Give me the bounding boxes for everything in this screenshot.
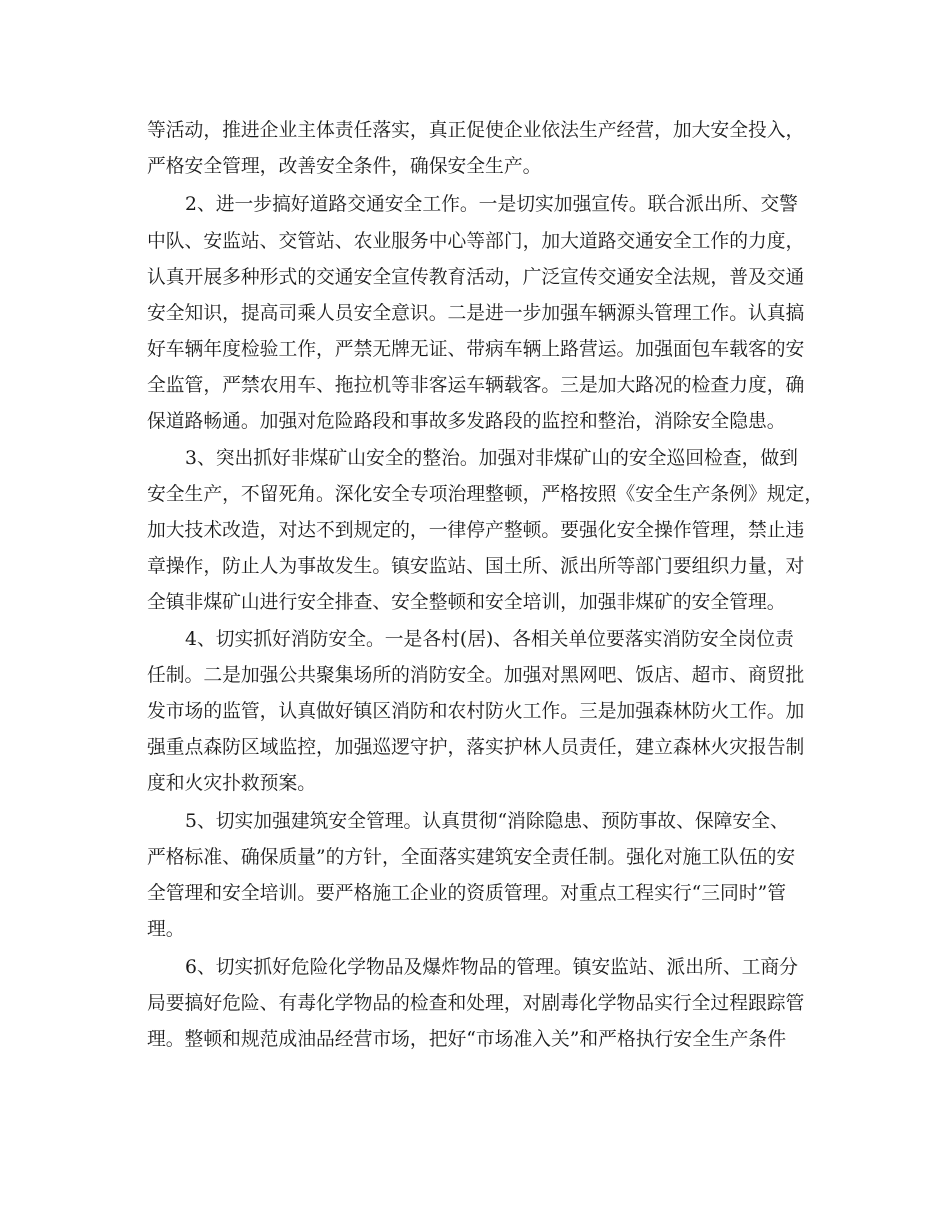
paragraph-3-first-line: 3、突出抓好非煤矿山安全的整治。加强对非煤矿山的安全巡回检查，做到	[185, 448, 798, 469]
text-line: 严格安全管理，改善安全条件，确保安全生产。	[147, 156, 542, 177]
text-line: 保道路畅通。加强对危险路段和事故多发路段的监控和整治，消除安全隐患。	[147, 411, 786, 432]
text-line: 等活动，推进企业主体责任落实，真正促使企业依法生产经营，加大安全投入，	[147, 120, 805, 141]
text-line: 章操作，防止人为事故发生。镇安监站、国土所、派出所等部门要组织力量，对	[147, 556, 805, 577]
text-line: 理。	[147, 919, 185, 940]
text-line: 全管理和安全培训。要严格施工企业的资质管理。对重点工程实行“三同时”管	[147, 883, 786, 904]
text-line: 好车辆年度检验工作，严禁无牌无证、带病车辆上路营运。加强面包车载客的安	[147, 339, 805, 360]
text-line: 理。整顿和规范成油品经营市场，把好“市场准入关”和严格执行安全生产条件	[147, 1029, 786, 1050]
text-line: 全镇非煤矿山进行安全排查、安全整顿和安全培训，加强非煤矿的安全管理。	[147, 592, 786, 613]
text-line: 安全知识，提高司乘人员安全意识。二是进一步加强车辆源头管理工作。认真搞	[147, 303, 805, 324]
text-line: 任制。二是加强公共聚集场所的消防安全。加强对黑网吧、饭店、超市、商贸批	[147, 665, 805, 686]
text-line: 中队、安监站、交管站、农业服务中心等部门，加大道路交通安全工作的力度，	[147, 231, 805, 252]
text-line: 度和火灾扑救预案。	[147, 773, 317, 794]
text-line: 加大技术改造，对达不到规定的，一律停产整顿。要强化安全操作管理，禁止违	[147, 520, 805, 541]
text-line: 强重点森防区域监控，加强巡逻守护，落实护林人员责任，建立森林火灾报告制	[147, 737, 805, 758]
paragraph-6-first-line: 6、切实抓好危险化学物品及爆炸物品的管理。镇安监站、派出所、工商分	[185, 957, 798, 978]
text-line: 局要搞好危险、有毒化学物品的检查和处理，对剧毒化学物品实行全过程跟踪管	[147, 993, 805, 1014]
paragraph-4-first-line: 4、切实抓好消防安全。一是各村(居)、各相关单位要落实消防安全岗位责	[185, 629, 794, 650]
text-line: 认真开展多种形式的交通安全宣传教育活动，广泛宣传交通安全法规，普及交通	[147, 267, 805, 288]
text-line: 严格标准、确保质量”的方针，全面落实建筑安全责任制。强化对施工队伍的安	[147, 847, 796, 868]
text-line: 全监管，严禁农用车、拖拉机等非客运车辆载客。三是加大路况的检查力度，确	[147, 375, 805, 396]
paragraph-5-first-line: 5、切实加强建筑安全管理。认真贯彻“消除隐患、预防事故、保障安全、	[185, 811, 789, 832]
paragraph-2-first-line: 2、进一步搞好道路交通安全工作。一是切实加强宣传。联合派出所、交警	[185, 194, 798, 215]
text-line: 发市场的监管，认真做好镇区消防和农村防火工作。三是加强森林防火工作。加	[147, 701, 805, 722]
text-line: 安全生产，不留死角。深化安全专项治理整顿，严格按照《安全生产条例》规定，	[147, 484, 824, 505]
